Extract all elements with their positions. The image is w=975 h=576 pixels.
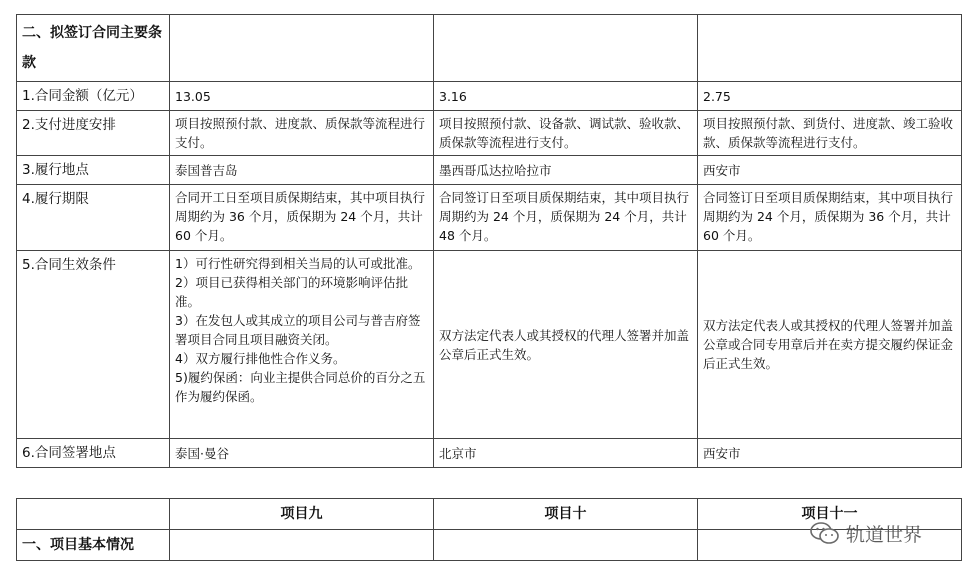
table-row	[17, 185, 962, 251]
table-cell: 泰国普吉岛	[170, 156, 434, 185]
list-item: 2）项目已获得相关部门的环境影响评估批准。	[175, 275, 408, 309]
column-header: 项目十一	[698, 499, 962, 530]
table-row	[17, 156, 962, 185]
table-cell: 3.16	[434, 82, 698, 111]
table-cell: 合同签订日至项目质保期结束，其中项目执行周期约为 24 个月，质保期为 24 个月，共计 48 个月。	[434, 185, 698, 251]
table-cell: 双方法定代表人或其授权的代理人签署并加盖公章或合同专用章后并在卖方提交履约保证金后正式生效。	[698, 251, 962, 439]
row-label: 4.履行期限	[17, 185, 170, 251]
table-cell: 项目按照预付款、进度款、质保款等流程进行支付。	[170, 111, 434, 156]
list-item: 5)履约保函：向业主提供合同总价的百分之五作为履约保函。	[175, 370, 426, 404]
empty-cell	[434, 530, 698, 561]
list-item: 3）在发包人或其成立的项目公司与普吉府签署项目合同且项目融资关闭。	[175, 313, 421, 347]
empty-cell	[434, 15, 698, 82]
table-cell: 2.75	[698, 82, 962, 111]
table-cell: 北京市	[434, 439, 698, 468]
table-cell: 泰国·曼谷	[170, 439, 434, 468]
table-row	[17, 251, 962, 439]
column-header: 项目九	[170, 499, 434, 530]
column-header: 项目十	[434, 499, 698, 530]
table-cell: 合同签订日至项目质保期结束，其中项目执行周期约为 24 个月，质保期为 36 个月，共计 60 个月。	[698, 185, 962, 251]
row-label: 1.合同金额（亿元）	[17, 82, 170, 111]
watermark	[810, 520, 922, 547]
table-cell: 13.05	[170, 82, 434, 111]
table-cell: 项目按照预付款、设备款、调试款、验收款、质保款等流程进行支付。	[434, 111, 698, 156]
section-header: 二、拟签订合同主要条款	[17, 15, 170, 82]
table-cell: 墨西哥瓜达拉哈拉市	[434, 156, 698, 185]
table-cell: 合同开工日至项目质保期结束，其中项目执行周期约为 36 个月，质保期为 24 个月，共计 60 个月。	[170, 185, 434, 251]
row-label: 6.合同签署地点	[17, 439, 170, 468]
list-item: 4）双方履行排他性合作义务。	[175, 351, 346, 366]
wechat-icon	[810, 521, 840, 547]
row-label: 5.合同生效条件	[17, 251, 170, 439]
conditions-list	[170, 251, 434, 439]
empty-cell	[17, 499, 170, 530]
table-row	[17, 439, 962, 468]
row-label: 2.支付进度安排	[17, 111, 170, 156]
table-cell: 项目按照预付款、到货付、进度款、竣工验收款、质保款等流程进行支付。	[698, 111, 962, 156]
watermark-text: 轨道世界	[846, 524, 923, 546]
table-cell: 西安市	[698, 156, 962, 185]
section-header: 一、项目基本情况	[17, 530, 170, 561]
contract-terms-table	[16, 14, 962, 468]
table-cell: 双方法定代表人或其授权的代理人签署并加盖公章后正式生效。	[434, 251, 698, 439]
list-item: 1）可行性研究得到相关当局的认可或批准。	[175, 256, 421, 271]
table-header-row	[17, 15, 962, 82]
empty-cell	[698, 15, 962, 82]
table-cell: 西安市	[698, 439, 962, 468]
table-row	[17, 111, 962, 156]
table-row	[17, 82, 962, 111]
row-label: 3.履行地点	[17, 156, 170, 185]
empty-cell	[170, 530, 434, 561]
empty-cell	[170, 15, 434, 82]
